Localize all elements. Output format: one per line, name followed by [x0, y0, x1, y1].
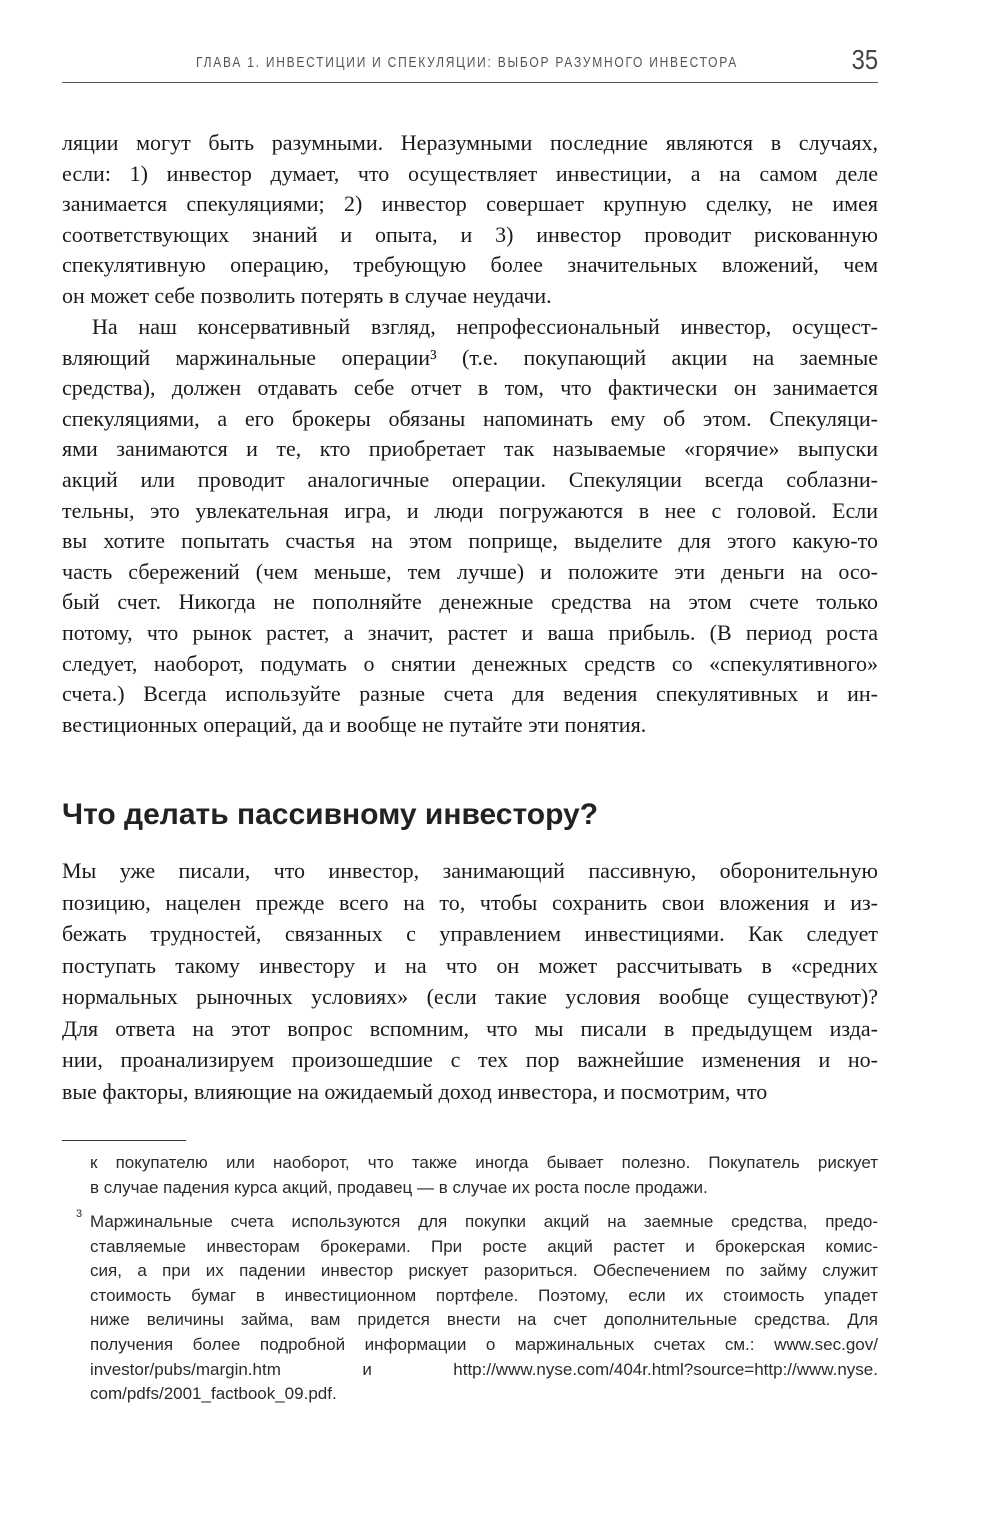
text-line: бый счет. Никогда не пополняйте денежные средства на этом счете только [62, 589, 878, 615]
text-line: нии, проанализируем произошедшие с тех пор важнейшие изменения и но- [62, 1047, 878, 1072]
text-line: вые факторы, влияющие на ожидаемый доход инвестора, и посмотрим, что [62, 1078, 768, 1104]
text-line: позицию, нацелен прежде всего на то, чтобы сохранить свои вложения и из- [62, 889, 878, 915]
text-line: средства), должен отдавать себе отчет в том, что фактически он занимается [62, 375, 878, 401]
text-line: поступать такому инвестору и на что он может рассчитывать в «средних [62, 952, 878, 978]
text-line: спекулятивную операцию, требующую более значительных вложений, чем [62, 252, 878, 278]
page-header [62, 44, 878, 83]
footnote-3 [76, 1208, 878, 1407]
text-line: ляции могут быть разумными. Неразумными последние являются в случаях, [62, 130, 878, 155]
text-line: тельны, это увлекательная игра, и люди погружаются в нее с головой. Если [62, 497, 878, 523]
text-line: ями занимаются и те, кто приобретает так называемые «горячие» выпуски [62, 436, 878, 462]
text-line: вы хотите попытать счастья на этом поприще, выделите для этого какую-то [62, 528, 878, 554]
text-line: Мы уже писали, что инвестор, занимающий пассивную, оборонительную [62, 858, 878, 883]
text-line: к покупателю или наоборот, что также иногда бывает полезно. Покупатель рискует [90, 1153, 878, 1172]
paragraph-3 [62, 855, 878, 1107]
footnote-mark: 3 [76, 1208, 83, 1220]
text-line: Для ответа на этот вопрос вспомним, что мы писали в предыдущем изда- [62, 1015, 878, 1041]
text-line: акций или проводит аналогичные операции. Спекуляции всегда соблазни- [62, 466, 878, 492]
text-line: следует, наоборот, подумать о снятии денежных средств со «спекулятивного» [62, 650, 878, 676]
running-title: ГЛАВА 1. ИНВЕСТИЦИИ И СПЕКУЛЯЦИИ: ВЫБОР РАЗУМНОГО ИНВЕСТОРА [196, 54, 738, 71]
page-number: 35 [851, 44, 878, 75]
text-line: потому, что рынок растет, а значит, растет и ваша прибыль. (В период роста [62, 619, 878, 645]
footnote-3-text [90, 1210, 878, 1407]
paragraph-2 [62, 312, 878, 740]
text-line: соответствующих знаний и опыта, и 3) инвестор проводит рискованную [62, 221, 878, 247]
text-line: На наш консервативный взгляд, непрофессиональный инвестор, осущест- [92, 314, 878, 339]
text-line: если: 1) инвестор думает, что осуществляет инвестиции, а на самом деле [62, 160, 878, 186]
text-line: он может себе позволить потерять в случае неудачи. [62, 282, 552, 308]
text-line: сия, а при их падении инвестор рискует разориться. Обеспечением по займу служит [90, 1261, 878, 1281]
text-line: вестиционных операций, да и вообще не путайте эти понятия. [62, 711, 647, 737]
text-line: в случае падения курса акций, продавец — в случае их роста после продажи. [90, 1177, 708, 1197]
text-line: получения более подробной информации о маржинальных счетах см.: www.sec.gov/ [90, 1334, 878, 1354]
text-line: вляющий маржинальные операции³ (т.е. покупающий акции на заемные [62, 344, 878, 370]
text-line: счета.) Всегда используйте разные счета для ведения спекулятивных и ин- [62, 681, 878, 707]
text-line: часть сбережений (чем меньше, тем лучше) и положите эти деньги на осо- [62, 558, 878, 584]
text-line: ниже величины займа, вам придется внести на счет дополнительные средства. Для [90, 1310, 878, 1330]
footnote-continued [90, 1151, 878, 1200]
text-line: стоимость бумаг в инвестиционном портфеле. Поэтому, если их стоимость упадет [90, 1285, 878, 1305]
text-line: investor/pubs/margin.htm и http://www.nyse.com/404r.html?source=http://www.nyse. [90, 1359, 878, 1379]
paragraph-1 [62, 128, 878, 312]
text-line: com/pdfs/2001_factbook_09.pdf. [90, 1384, 337, 1404]
footnote-divider [62, 1140, 186, 1141]
text-line: бежать трудностей, связанных с управлением инвестициями. Как следует [62, 921, 878, 946]
text-line: ставляемые инвесторам брокерами. При росте акций растет и брокерская комис- [90, 1236, 878, 1256]
section-heading: Что делать пассивному инвестору? [62, 798, 599, 831]
text-line: занимается спекуляциями; 2) инвестор совершает крупную сделку, не имея [62, 191, 878, 217]
text-line: Маржинальные счета используются для покупки акций на заемные средства, предо- [90, 1212, 878, 1231]
text-line: нормальных рыночных условиях» (если такие условия вообще существуют)? [62, 984, 878, 1009]
text-line: спекуляциями, а его брокеры обязаны напоминать ему об этом. Спекуляци- [62, 405, 878, 431]
